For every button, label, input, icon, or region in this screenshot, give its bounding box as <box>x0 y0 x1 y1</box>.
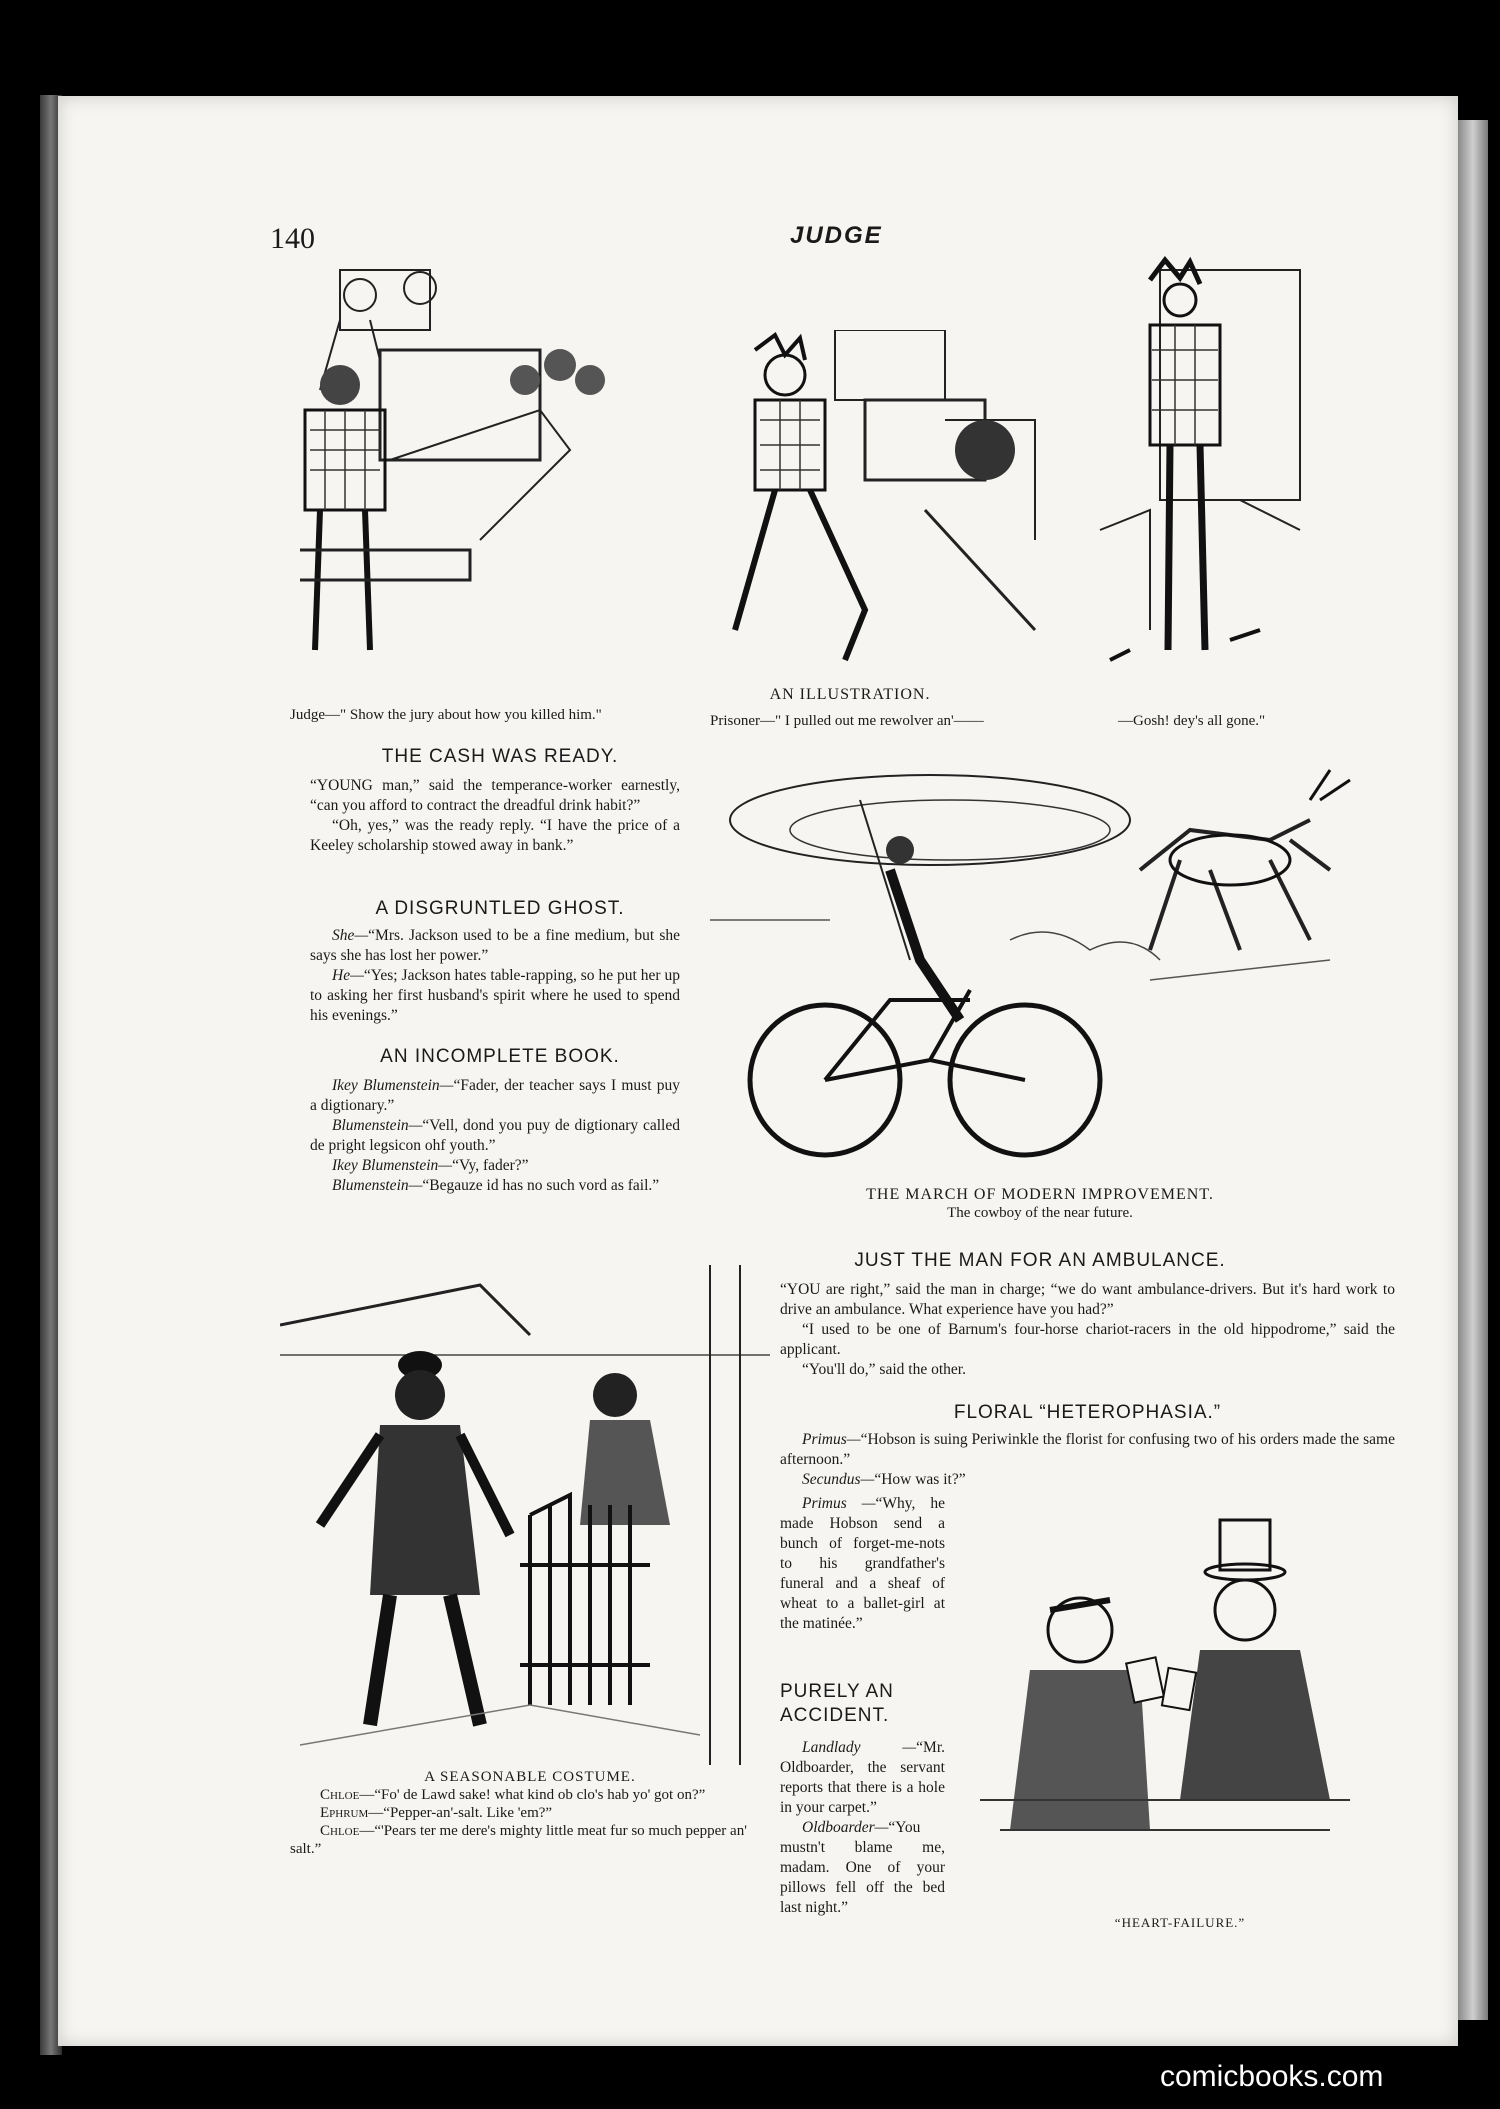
book-speaker-1: Ikey Blumenstein— <box>332 1077 454 1094</box>
floral-heading: FLORAL “HETEROPHASIA.” <box>953 1402 1222 1423</box>
panel3-caption-text: —Gosh! dey's all gone." <box>1118 713 1266 729</box>
floral-speaker-2: Secundus— <box>802 1471 875 1488</box>
costume-caption <box>290 1768 770 1858</box>
ambulance-p2: “I used to be one of Barnum's four-horse chariot-racers in the old hippodrome,” said the applicant. <box>780 1321 1395 1358</box>
panel2-caption-text: Prisoner—" I pulled out me rewolver an'—— <box>710 713 984 729</box>
march-title: THE MARCH OF MODERN IMPROVEMENT. <box>866 1186 1214 1203</box>
book-line-2: “Vell, dond you puy de digtionary called de pright legsicon ohf youth.” <box>310 1117 680 1154</box>
book-story <box>310 1076 680 1196</box>
accident-line-1: “Mr. Oldboarder, the servant reports that there is a hole in your carpet.” <box>780 1739 945 1816</box>
strip-title <box>700 686 1000 704</box>
accident-speaker-1: Landlady — <box>802 1739 917 1756</box>
floral-speaker-3: Primus — <box>802 1495 876 1512</box>
book-heading: AN INCOMPLETE BOOK. <box>380 1046 620 1067</box>
ambulance-p3: “You'll do,” said the other. <box>802 1361 966 1378</box>
ghost-line-2: “Yes; Jackson hates table-rapping, so he put her up to asking her first husband's spirit where he used to spend his evenings.” <box>310 967 680 1024</box>
ghost-story <box>310 926 680 1026</box>
ambulance-p1: “YOU are right,” said the man in charge; “we do want ambulance-drivers. But it's hard work to drive an ambulance. What experience have you had?” <box>780 1281 1395 1318</box>
cash-heading: THE CASH WAS READY. <box>381 746 619 767</box>
ambulance-heading: JUST THE MAN FOR AN AMBULANCE. <box>854 1250 1226 1271</box>
book-line-4: “Begauze id has no such vord as fail.” <box>422 1177 660 1194</box>
heart-failure-illustration <box>980 1500 1350 1860</box>
ghost-speaker-2: He— <box>332 967 364 984</box>
page-number: 140 <box>270 222 315 255</box>
heart-caption: “HEART-FAILURE.” <box>1114 1915 1246 1930</box>
courtroom-panel-3 <box>1090 250 1310 680</box>
panel1-caption-text: Judge—" Show the jury about how you killed him." <box>290 707 602 723</box>
bicycle-cowboy-illustration <box>710 760 1360 1180</box>
floral-story-top <box>780 1430 1395 1490</box>
strip-title-text: AN ILLUSTRATION. <box>769 686 931 703</box>
ambulance-story <box>780 1280 1395 1380</box>
floral-story-column <box>780 1494 945 1634</box>
floral-line-2: “How was it?” <box>874 1471 966 1488</box>
masthead: JUDGE <box>790 222 883 249</box>
book-speaker-4: Blumenstein— <box>332 1177 423 1194</box>
costume-line-1: “Fo' de Lawd sake! what kind ob clo's hab yo' got on?” <box>374 1787 706 1803</box>
ghost-heading: A DISGRUNTLED GHOST. <box>375 898 625 919</box>
floral-line-3: “Why, he made Hobson send a bunch of forget-me-nots to his grandfather's funeral and a sheaf of wheat to a ballet-girl at the matinée.” <box>780 1495 945 1632</box>
accident-line-2: “You mustn't blame me, madam. One of your pillows fell off the bed last night.” <box>780 1819 945 1916</box>
floral-speaker-1: Primus— <box>802 1431 861 1448</box>
panel2-caption <box>710 712 1050 730</box>
book-line-1: “Fader, der teacher says I must puy a digtionary.” <box>310 1077 680 1114</box>
ghost-line-1: “Mrs. Jackson used to be a fine medium, but she says she has lost her power.” <box>310 927 680 964</box>
costume-speaker-3: Chloe— <box>320 1823 375 1839</box>
site-watermark: comicbooks.com <box>1160 2060 1384 2093</box>
page-edge <box>1458 120 1488 2020</box>
costume-line-2: “Pepper-an'-salt. Like 'em?” <box>383 1805 553 1821</box>
march-subtitle: The cowboy of the near future. <box>947 1205 1133 1221</box>
cash-story <box>310 776 680 856</box>
book-line-3: “Vy, fader?” <box>452 1157 529 1174</box>
floral-line-1: “Hobson is suing Periwinkle the florist for confusing two of his orders made the same afternoon.” <box>780 1431 1395 1468</box>
seasonable-costume-illustration <box>280 1265 780 1765</box>
costume-speaker-2: Ephrum— <box>320 1805 384 1821</box>
costume-line-3: “'Pears ter me dere's mighty little meat fur so much pepper an' salt.” <box>290 1823 747 1857</box>
ghost-speaker-1: She— <box>332 927 369 944</box>
book-speaker-2: Blumenstein— <box>332 1117 423 1134</box>
panel1-caption <box>290 706 630 724</box>
costume-speaker-1: Chloe— <box>320 1787 375 1803</box>
accident-story <box>780 1738 945 1918</box>
costume-title: A SEASONABLE COSTUME. <box>424 1769 636 1785</box>
accident-heading: PURELY AN ACCIDENT. <box>780 1681 894 1726</box>
accident-speaker-2: Oldboarder— <box>802 1819 889 1836</box>
panel3-caption <box>1118 712 1328 730</box>
book-speaker-3: Ikey Blumenstein— <box>332 1157 453 1174</box>
courtroom-panel-1 <box>280 250 670 680</box>
march-caption <box>760 1186 1320 1222</box>
cash-p2: “Oh, yes,” was the ready reply. “I have the price of a Keeley scholarship stowed away in bank.” <box>310 817 680 854</box>
cash-p1: “YOUNG man,” said the temperance-worker earnestly, “can you afford to contract the dreadful drink habit?” <box>310 777 680 814</box>
courtroom-panel-2 <box>695 330 1055 690</box>
